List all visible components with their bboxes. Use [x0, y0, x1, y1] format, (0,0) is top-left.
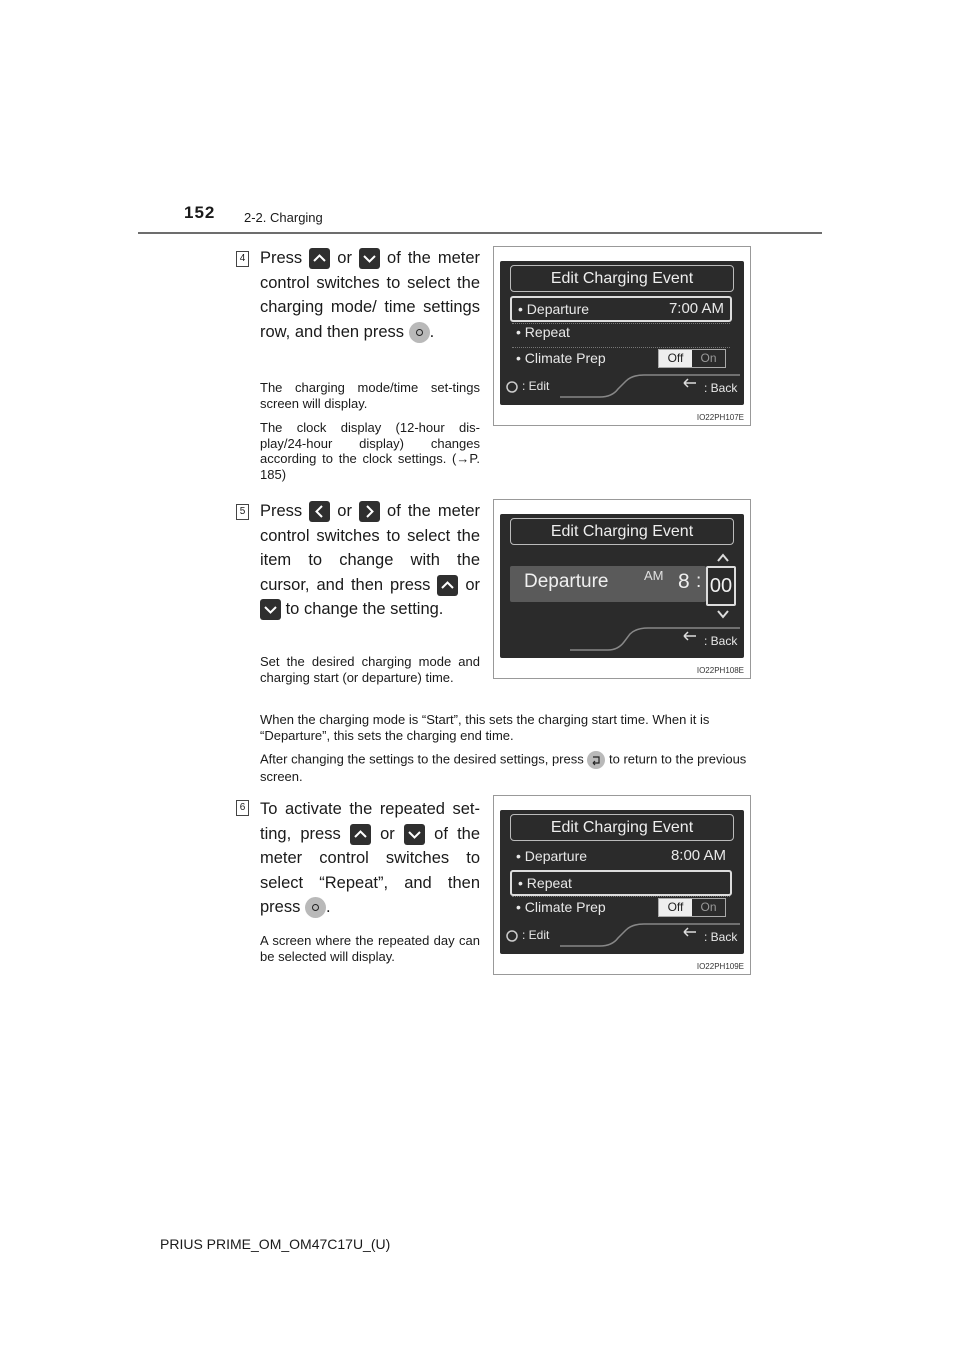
chevron-up-icon	[309, 248, 330, 269]
display-screen	[500, 514, 744, 658]
footer-edit: : Edit	[522, 928, 550, 942]
step-5-note-1: Set the desired charging mode and charging start (or departure) time.	[260, 654, 480, 685]
footer-edit: : Edit	[522, 379, 550, 393]
figure-code: IO22PH108E	[696, 666, 744, 675]
step-number-4: 4	[236, 251, 249, 267]
footer-back: : Back	[704, 381, 738, 395]
page-number: 152	[184, 203, 216, 222]
ok-button-icon	[305, 897, 326, 918]
section-title: 2-2. Charging	[244, 210, 323, 225]
step-4-note-2: The clock display (12-hour dis-play/24-hour display) changes according to the clock settings. (→P. 185)	[260, 420, 480, 482]
chevron-down-icon	[260, 599, 281, 620]
figure-code: IO22PH107E	[696, 413, 744, 422]
footer-back: : Back	[704, 930, 738, 944]
back-button-icon	[587, 751, 605, 769]
departure-field: Departure AM 8 :	[510, 566, 706, 602]
figure-code: IO22PH109E	[696, 962, 744, 971]
step-4-text: Press or of the meter control switches to select the charging mode/ time settings row, and then press .	[260, 246, 480, 344]
row-climate-prep: • Climate Prep Off On	[510, 347, 732, 369]
chevron-down-icon	[716, 608, 730, 620]
chevron-left-icon	[309, 501, 330, 522]
row-repeat: • Repeat	[510, 870, 732, 896]
step-6-note-1: A screen where the repeated day can be selected will display.	[260, 933, 480, 964]
step-6-text: To activate the repeated set-ting, press or of the meter control switches to select “Repeat”, and then press .	[260, 797, 480, 920]
chevron-up-icon	[716, 552, 730, 564]
row-departure: • Departure 7:00 AM	[510, 296, 732, 322]
chevron-down-icon	[404, 824, 425, 845]
minute-field: 00	[706, 566, 736, 606]
screen-title: Edit Charging Event	[510, 518, 734, 545]
screen-title: Edit Charging Event	[510, 814, 734, 841]
step-number-6: 6	[236, 800, 249, 816]
ok-button-icon	[409, 322, 430, 343]
chevron-up-icon	[350, 824, 371, 845]
step-number-5: 5	[236, 504, 249, 520]
chevron-down-icon	[359, 248, 380, 269]
climate-toggle: Off On	[658, 349, 726, 368]
step-4-note-1: The charging mode/time set-tings screen will display.	[260, 380, 480, 411]
screen-title: Edit Charging Event	[510, 265, 734, 292]
figure-step-6	[493, 795, 751, 975]
row-repeat: • Repeat	[516, 324, 570, 340]
footer-back: : Back	[704, 634, 738, 648]
step-5-wide-note-2: After changing the settings to the desired settings, press to return to the previous screen.	[260, 751, 747, 784]
display-screen	[500, 261, 744, 405]
chevron-up-icon	[437, 575, 458, 596]
figure-step-5	[493, 499, 751, 679]
step-5-wide-note-1: When the charging mode is “Start”, this sets the charging start time. When it is “Departure”, this sets the charging end time.	[260, 712, 710, 743]
row-departure: • Departure 8:00 AM	[516, 847, 726, 864]
chevron-right-icon	[359, 501, 380, 522]
header-rule	[138, 232, 822, 234]
climate-toggle: Off On	[658, 898, 726, 917]
figure-step-4	[493, 246, 751, 426]
display-screen	[500, 810, 744, 954]
document-id: PRIUS PRIME_OM_OM47C17U_(U)	[160, 1236, 391, 1252]
row-climate-prep: • Climate Prep Off On	[510, 896, 732, 918]
step-5-text: Press or of the meter control switches to select the item to change with the cursor, and then press or to change the setting.	[260, 499, 480, 622]
